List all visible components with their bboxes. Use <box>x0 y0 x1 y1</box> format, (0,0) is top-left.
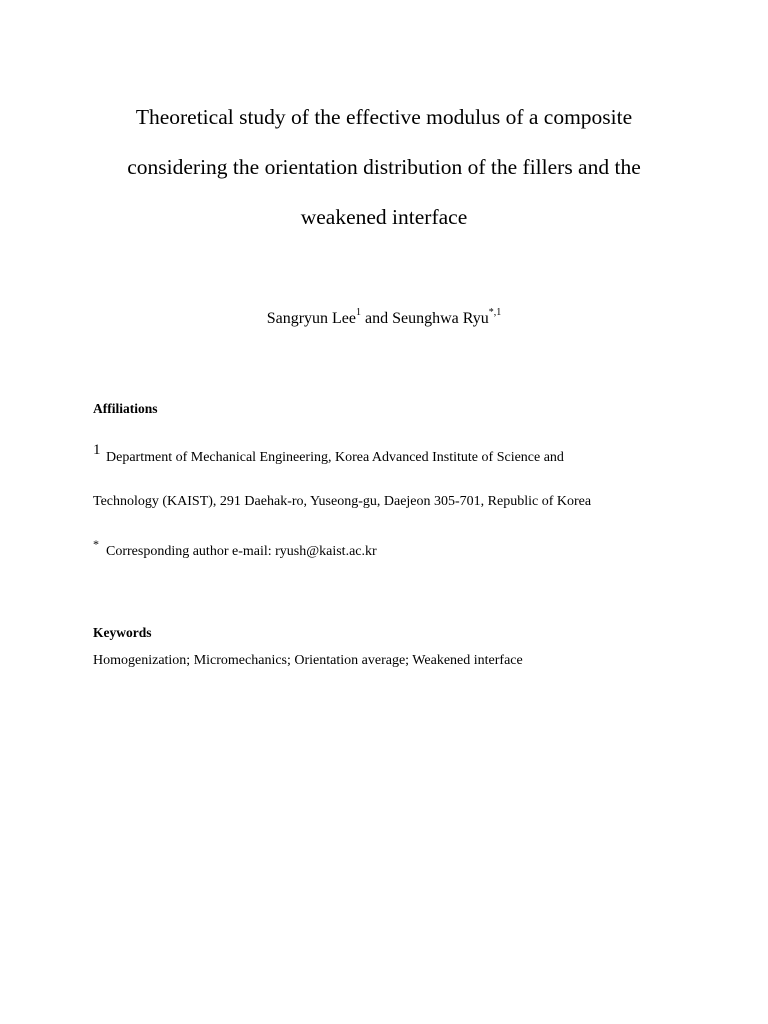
title-line-2: considering the orientation distribution of the fillers and the <box>127 155 641 179</box>
author-2-name: Seunghwa Ryu <box>392 310 489 327</box>
title-line-1: Theoretical study of the effective modulus of a composite <box>135 105 633 129</box>
keywords-heading: Keywords <box>93 625 152 640</box>
author-list <box>0 308 768 330</box>
author-1-name: Sangryun Lee <box>266 310 356 327</box>
title-line-3: weakened interface <box>300 205 468 229</box>
keywords-list: Homogenization; Micromechanics; Orientation average; Weakened interface <box>93 653 523 668</box>
author-conjunction: and <box>361 310 393 327</box>
affiliations-heading: Affiliations <box>93 401 158 416</box>
author-1-affiliation-mark: 1 <box>356 306 361 318</box>
author-2-affiliation-mark: *,1 <box>488 306 502 318</box>
corresponding-author-email: Corresponding author e-mail: ryush@kaist.ac.kr <box>106 544 377 559</box>
corresponding-mark: * <box>93 537 99 551</box>
affiliation-line-2: Technology (KAIST), 291 Daehak-ro, Yuseong-gu, Daejeon 305-701, Republic of Korea <box>93 494 592 509</box>
affiliation-mark: 1 <box>93 442 101 458</box>
affiliation-line-1: Department of Mechanical Engineering, Korea Advanced Institute of Science and <box>106 450 564 465</box>
